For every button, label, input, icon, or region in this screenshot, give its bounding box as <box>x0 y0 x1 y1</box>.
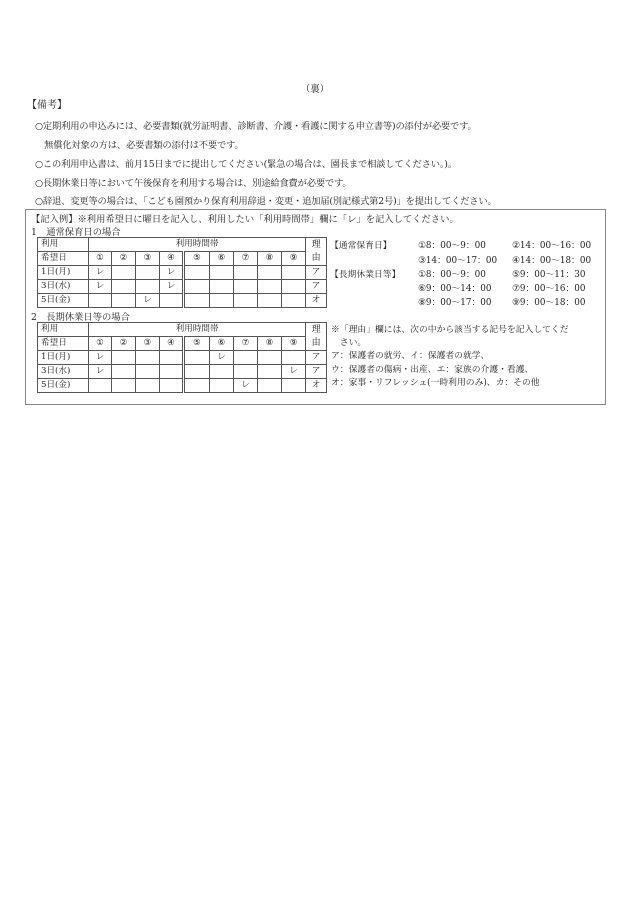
section-heading-regular: 1 通常保育日の場合 <box>31 227 121 238</box>
mark-cell <box>160 365 184 379</box>
table-row <box>38 365 327 379</box>
mark-cell <box>184 280 210 294</box>
mark-cell <box>258 294 282 308</box>
remark-item: ○定期利用の申込みには、必要書類(就労証明書、診断書、介護・看護に関する申立書等)の添付が必要です。 <box>35 121 477 132</box>
table-row <box>38 379 327 393</box>
mark-cell: レ <box>89 280 112 294</box>
remark-item: ○この利用申込書は、前月15日までに提出してください(緊急の場合は、園長まで相談してください。)。 <box>35 159 457 170</box>
slot-header: ⑧ <box>258 337 282 351</box>
day-cell: 3日(水) <box>38 365 89 379</box>
mark-cell: レ <box>89 266 112 280</box>
mark-cell <box>112 266 136 280</box>
legend-time: ⑧9：00～17：00 <box>418 298 492 308</box>
mark-cell <box>112 351 136 365</box>
header-day-label: 利用 <box>38 323 89 337</box>
mark-cell <box>210 365 234 379</box>
legend-time: ④14：00～18：00 <box>512 256 592 266</box>
slot-header: ① <box>89 337 112 351</box>
remarks-heading: 【備考】 <box>27 100 67 111</box>
mark-cell <box>210 280 234 294</box>
mark-cell <box>184 351 210 365</box>
legend-time: ②14：00～16：00 <box>512 241 592 251</box>
reason-cell: オ <box>306 379 327 393</box>
slot-header: ⑥ <box>210 337 234 351</box>
example-title: 【記入例】※利用希望日に曜日を記入し、利用したい「利用時間帯」欄に「レ」を記入してください。 <box>31 214 459 225</box>
header-day-label: 希望日 <box>38 252 89 266</box>
reason-note-line: ※「理由」欄には、次の中から該当する記号を記入してくだ <box>331 325 569 335</box>
legend-time: ③14：00～17：00 <box>418 256 498 266</box>
mark-cell <box>160 351 184 365</box>
table-row <box>38 351 327 365</box>
mark-cell <box>89 379 112 393</box>
mark-cell <box>112 294 136 308</box>
mark-cell: レ <box>89 365 112 379</box>
remark-item: 無償化対象の方は、必要書類の添付は不要です。 <box>35 140 244 151</box>
mark-cell <box>136 280 160 294</box>
legend-time: ⑦9：00～16：00 <box>512 284 586 294</box>
mark-cell <box>136 379 160 393</box>
reason-cell: ア <box>306 266 327 280</box>
mark-cell <box>258 266 282 280</box>
header-slots-label: 利用時間帯 <box>89 238 306 252</box>
slot-header: ④ <box>160 337 184 351</box>
reason-note-line: オ：家事・リフレッシュ(一時利用のみ)、カ：その他 <box>331 378 540 388</box>
mark-cell: レ <box>282 365 306 379</box>
legend-regular-label: 【通常保育日】 <box>330 241 392 251</box>
mark-cell <box>258 365 282 379</box>
reason-note-line: ウ：保護者の傷病・出産、エ：家族の介護・看護、 <box>331 365 534 375</box>
mark-cell <box>160 294 184 308</box>
mark-cell <box>136 365 160 379</box>
mark-cell <box>89 294 112 308</box>
header-day-label: 利用 <box>38 238 89 252</box>
section-heading-holiday: 2 長期休業日等の場合 <box>31 312 130 323</box>
example-table-regular <box>37 237 327 308</box>
reason-note-line: さい。 <box>331 338 367 348</box>
mark-cell <box>210 379 234 393</box>
page-side-label: （裏） <box>300 84 330 95</box>
slot-header: ⑧ <box>258 252 282 266</box>
header-slots-label: 利用時間帯 <box>89 323 306 337</box>
reason-cell: オ <box>306 294 327 308</box>
slot-header: ① <box>89 252 112 266</box>
mark-cell <box>234 266 258 280</box>
mark-cell: レ <box>160 266 184 280</box>
mark-cell: レ <box>210 351 234 365</box>
mark-cell <box>234 280 258 294</box>
slot-header: ⑨ <box>282 337 306 351</box>
mark-cell <box>184 294 210 308</box>
mark-cell <box>258 280 282 294</box>
legend-time: ①8：00～9：00 <box>418 270 486 280</box>
mark-cell <box>282 351 306 365</box>
remark-item: ○長期休業日等において午後保育を利用する場合は、別途給食費が必要です。 <box>35 178 352 189</box>
mark-cell <box>136 351 160 365</box>
header-reason-label: 理 由 <box>306 323 327 351</box>
slot-header: ⑤ <box>184 337 210 351</box>
legend-holiday-label: 【長期休業日等】 <box>330 270 401 280</box>
mark-cell <box>258 379 282 393</box>
slot-header: ② <box>112 337 136 351</box>
mark-cell: レ <box>89 351 112 365</box>
mark-cell <box>282 379 306 393</box>
mark-cell <box>112 280 136 294</box>
slot-header: ③ <box>136 337 160 351</box>
slot-header: ⑤ <box>184 252 210 266</box>
mark-cell: レ <box>160 280 184 294</box>
slot-header: ⑦ <box>234 252 258 266</box>
example-table-holiday <box>37 322 327 393</box>
mark-cell: レ <box>234 379 258 393</box>
day-cell: 3日(水) <box>38 280 89 294</box>
table-row <box>38 266 327 280</box>
reason-note-line: ア：保護者の就労、イ：保護者の就学、 <box>331 351 490 361</box>
day-cell: 5日(金) <box>38 294 89 308</box>
reason-cell: ア <box>306 365 327 379</box>
day-cell: 5日(金) <box>38 379 89 393</box>
mark-cell <box>282 294 306 308</box>
remark-item: ○辞退、変更等の場合は、「こども園預かり保育利用辞退・変更・追加届(別記様式第2号)」を提出してください。 <box>35 196 497 207</box>
header-reason-label: 理 由 <box>306 238 327 266</box>
day-cell: 1日(月) <box>38 266 89 280</box>
mark-cell: レ <box>136 294 160 308</box>
slot-header: ⑨ <box>282 252 306 266</box>
mark-cell <box>136 266 160 280</box>
day-cell: 1日(月) <box>38 351 89 365</box>
legend-time: ⑤9：00～11：30 <box>512 270 586 280</box>
slot-header: ④ <box>160 252 184 266</box>
mark-cell <box>210 266 234 280</box>
legend-time: ⑥9：00～14：00 <box>418 284 492 294</box>
mark-cell <box>184 365 210 379</box>
mark-cell <box>234 365 258 379</box>
mark-cell <box>234 294 258 308</box>
mark-cell <box>184 266 210 280</box>
mark-cell <box>210 294 234 308</box>
legend-time: ①8：00～9：00 <box>418 241 486 251</box>
legend-time: ⑨9：00～18：00 <box>512 298 586 308</box>
slot-header: ③ <box>136 252 160 266</box>
mark-cell <box>184 379 210 393</box>
mark-cell <box>282 280 306 294</box>
mark-cell <box>234 351 258 365</box>
mark-cell <box>112 379 136 393</box>
mark-cell <box>258 351 282 365</box>
reason-cell: ア <box>306 280 327 294</box>
slot-header: ② <box>112 252 136 266</box>
mark-cell <box>282 266 306 280</box>
header-day-label: 希望日 <box>38 337 89 351</box>
slot-header: ⑦ <box>234 337 258 351</box>
reason-cell: ア <box>306 351 327 365</box>
slot-header: ⑥ <box>210 252 234 266</box>
table-row <box>38 280 327 294</box>
mark-cell <box>160 379 184 393</box>
mark-cell <box>112 365 136 379</box>
table-row <box>38 294 327 308</box>
